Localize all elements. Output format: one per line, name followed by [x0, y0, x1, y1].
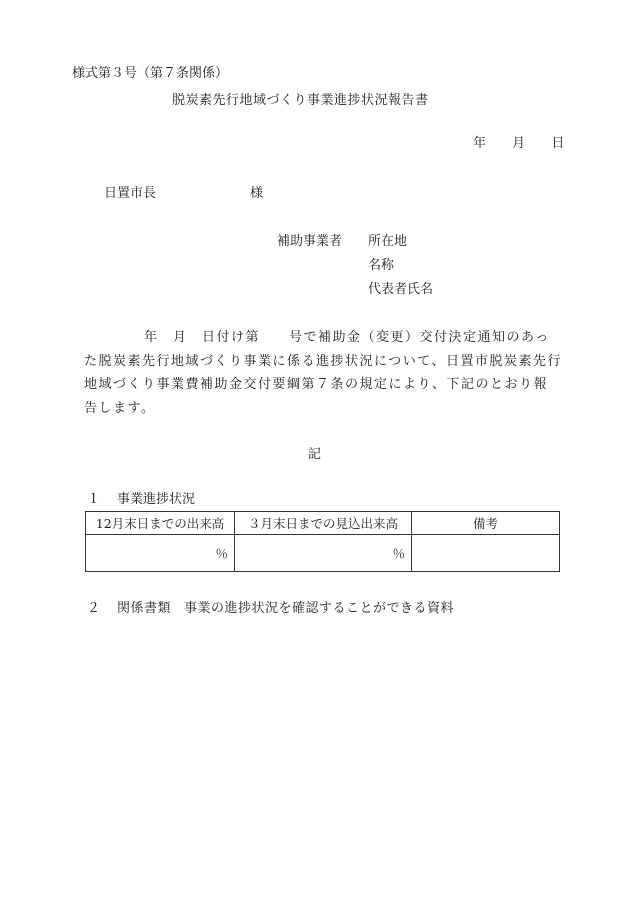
applicant-name-label: 名称 [368, 258, 395, 273]
applicant-label: 補助事業者 [277, 234, 343, 249]
section-1-number: １ [87, 492, 101, 507]
applicant-address-label: 所在地 [368, 234, 408, 249]
applicant-representative-label: 代表者氏名 [368, 282, 434, 297]
date-year-label: 年 [473, 136, 487, 151]
section-2-number: ２ [87, 601, 101, 616]
date-month-label: 月 [512, 136, 526, 151]
date-day-label: 日 [551, 136, 565, 151]
document-title: 脱炭素先行地域づくり事業進捗状況報告書 [172, 93, 429, 108]
header-march-expected-progress: ３月末日までの見込出来高 [235, 512, 412, 535]
section-2-content: 事業の進捗状況を確認することができる資料 [184, 601, 455, 616]
ki-heading: 記 [308, 447, 322, 462]
addressee-name: 日置市長 [104, 186, 157, 201]
form-number: 様式第３号（第７条関係） [72, 66, 229, 81]
progress-table-row [86, 535, 560, 572]
progress-table [85, 511, 560, 572]
progress-table-header-row [86, 512, 560, 535]
cell-december-progress[interactable]: ％ [86, 535, 235, 572]
cell-march-expected-progress[interactable]: ％ [235, 535, 412, 572]
date-line [473, 136, 564, 152]
header-remarks: 備考 [412, 512, 560, 535]
section-1-heading [87, 492, 195, 508]
section-2-title: 関係書類 [117, 601, 172, 616]
section-1-title: 事業進捗状況 [117, 492, 196, 507]
header-december-progress: 12月末日までの出来高 [86, 512, 235, 535]
section-2-heading [87, 601, 454, 617]
report-body [84, 326, 562, 420]
cell-remarks[interactable] [412, 535, 560, 572]
report-body-text: 年 月 日付け第 号で補助金（変更）交付決定通知のあった脱炭素先行地域づくり事業に係る進捗状況について、日置市脱炭素先行地域づくり事業費補助金交付要綱第７条の規定により、下記のとおり報告します。 [84, 330, 562, 416]
addressee-honorific: 様 [250, 186, 264, 201]
